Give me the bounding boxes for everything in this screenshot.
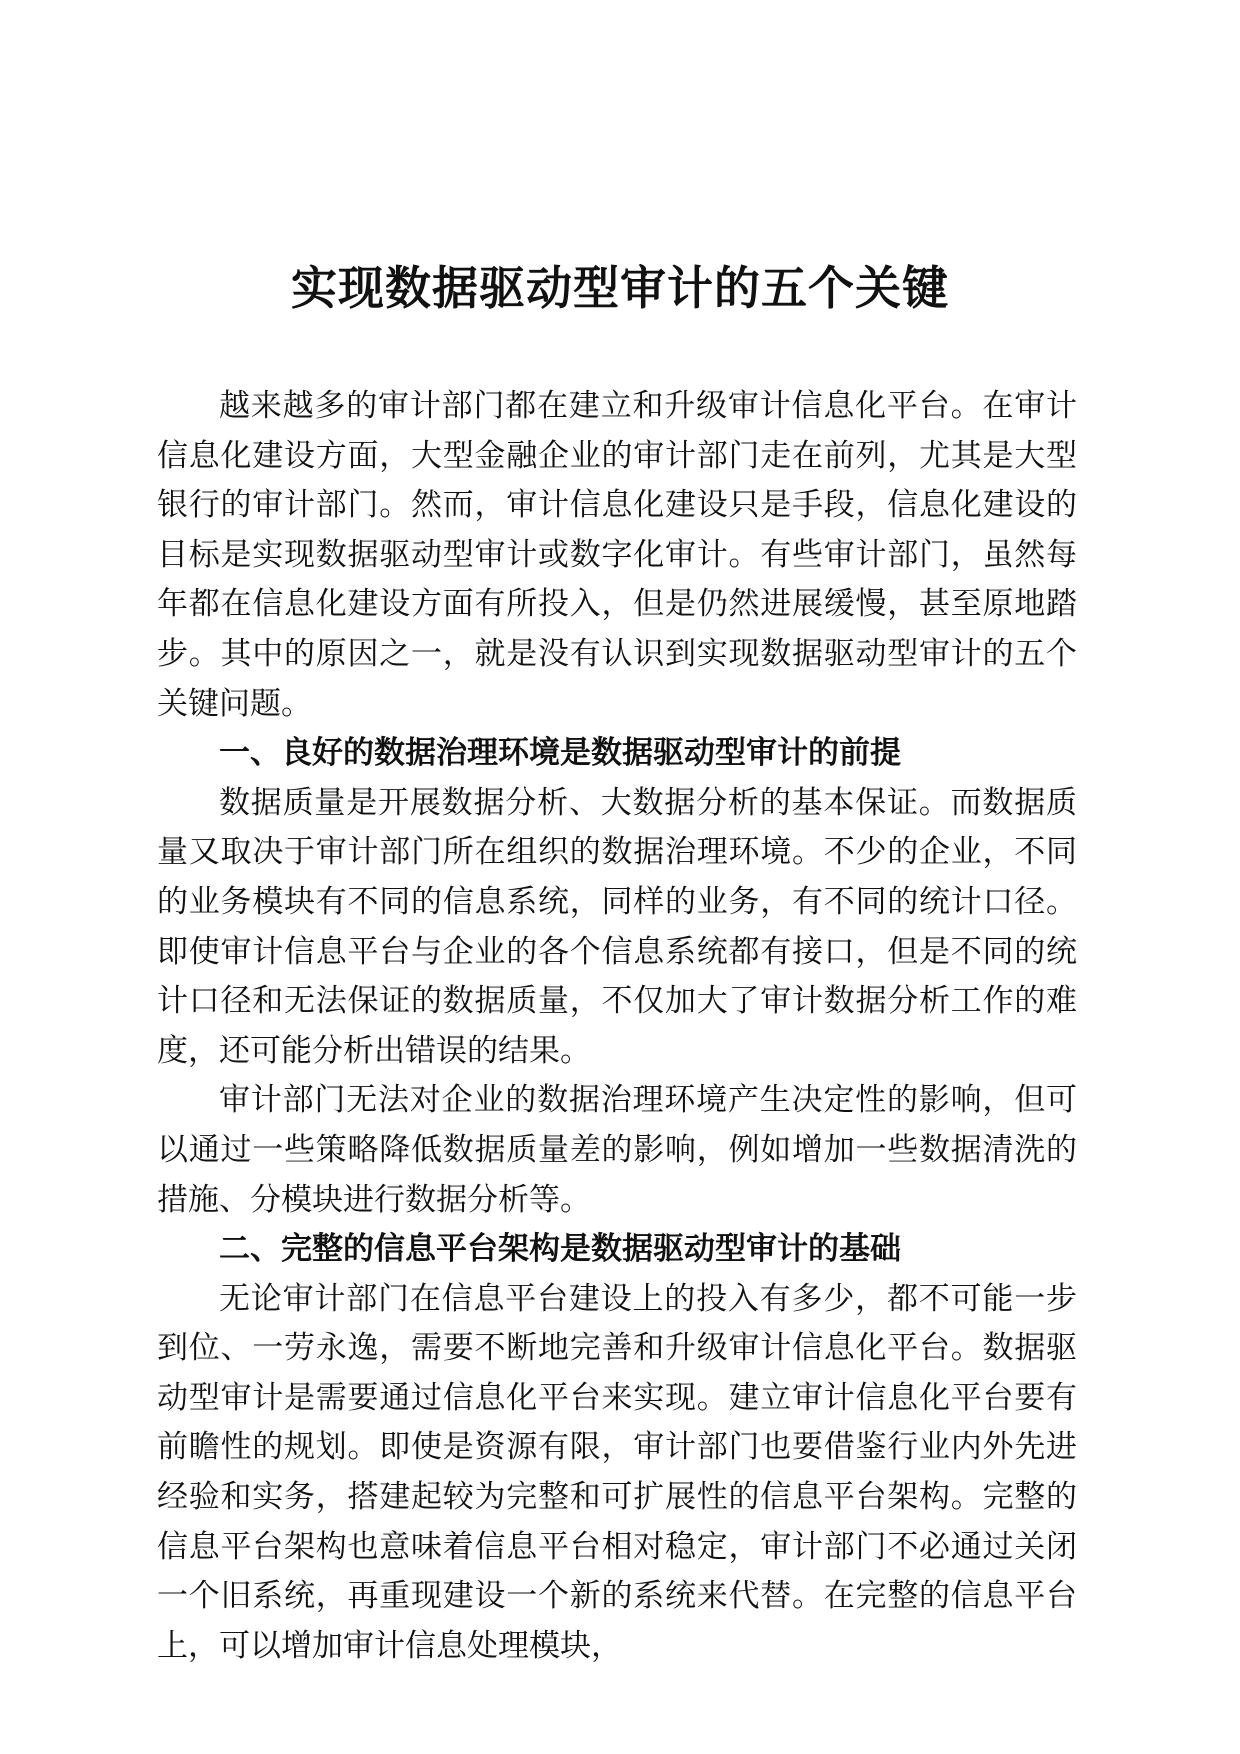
document-title: 实现数据驱动型审计的五个关键 bbox=[291, 261, 949, 315]
section-2-paragraph-1: 无论审计部门在信息平台建设上的投入有多少，都不可能一步到位、一劳永逸，需要不断地完善和升级审计信息化平台。数据驱动型审计是需要通过信息化平台来实现。建立审计信息化平台要有前瞻性的规划。即使是资源有限，审计部门也要借鉴行业内外先进经验和实务，搭建起较为完整和可扩展性的信息平台架构。完整的信息平台架构也意味着信息平台相对稳定，审计部门不必通过关闭一个旧系统，再重现建设一个新的系统来代替。在完整的信息平台上，可以增加审计信息处理模块， bbox=[157, 1280, 1077, 1664]
intro-paragraph: 越来越多的审计部门都在建立和升级审计信息化平台。在审计信息化建设方面，大型金融企业的审计部门走在前列，尤其是大型银行的审计部门。然而，审计信息化建设只是手段，信息化建设的目标是实现数据驱动型审计或数字化审计。有些审计部门，虽然每年都在信息化建设方面有所投入，但是仍然进展缓慢，甚至原地踏步。其中的原因之一，就是没有认识到实现数据驱动型审计的五个关键问题。 bbox=[157, 388, 1077, 722]
document-body bbox=[157, 382, 1077, 1671]
section-1-paragraph-2: 审计部门无法对企业的数据治理环境产生决定性的影响，但可以通过一些策略降低数据质量差的影响，例如增加一些数据清洗的措施、分模块进行数据分析等。 bbox=[157, 1082, 1077, 1218]
section-2-heading: 二、完整的信息平台架构是数据驱动型审计的基础 bbox=[219, 1231, 901, 1268]
section-1-heading: 一、良好的数据治理环境是数据驱动型审计的前提 bbox=[219, 735, 901, 772]
section-1-paragraph-1: 数据质量是开展数据分析、大数据分析的基本保证。而数据质量又取决于审计部门所在组织的数据治理环境。不少的企业，不同的业务模块有不同的信息系统，同样的业务，有不同的统计口径。即使审计信息平台与企业的各个信息系统都有接口，但是不同的统计口径和无法保证的数据质量，不仅加大了审计数据分析工作的难度，还可能分析出错误的结果。 bbox=[157, 784, 1077, 1069]
